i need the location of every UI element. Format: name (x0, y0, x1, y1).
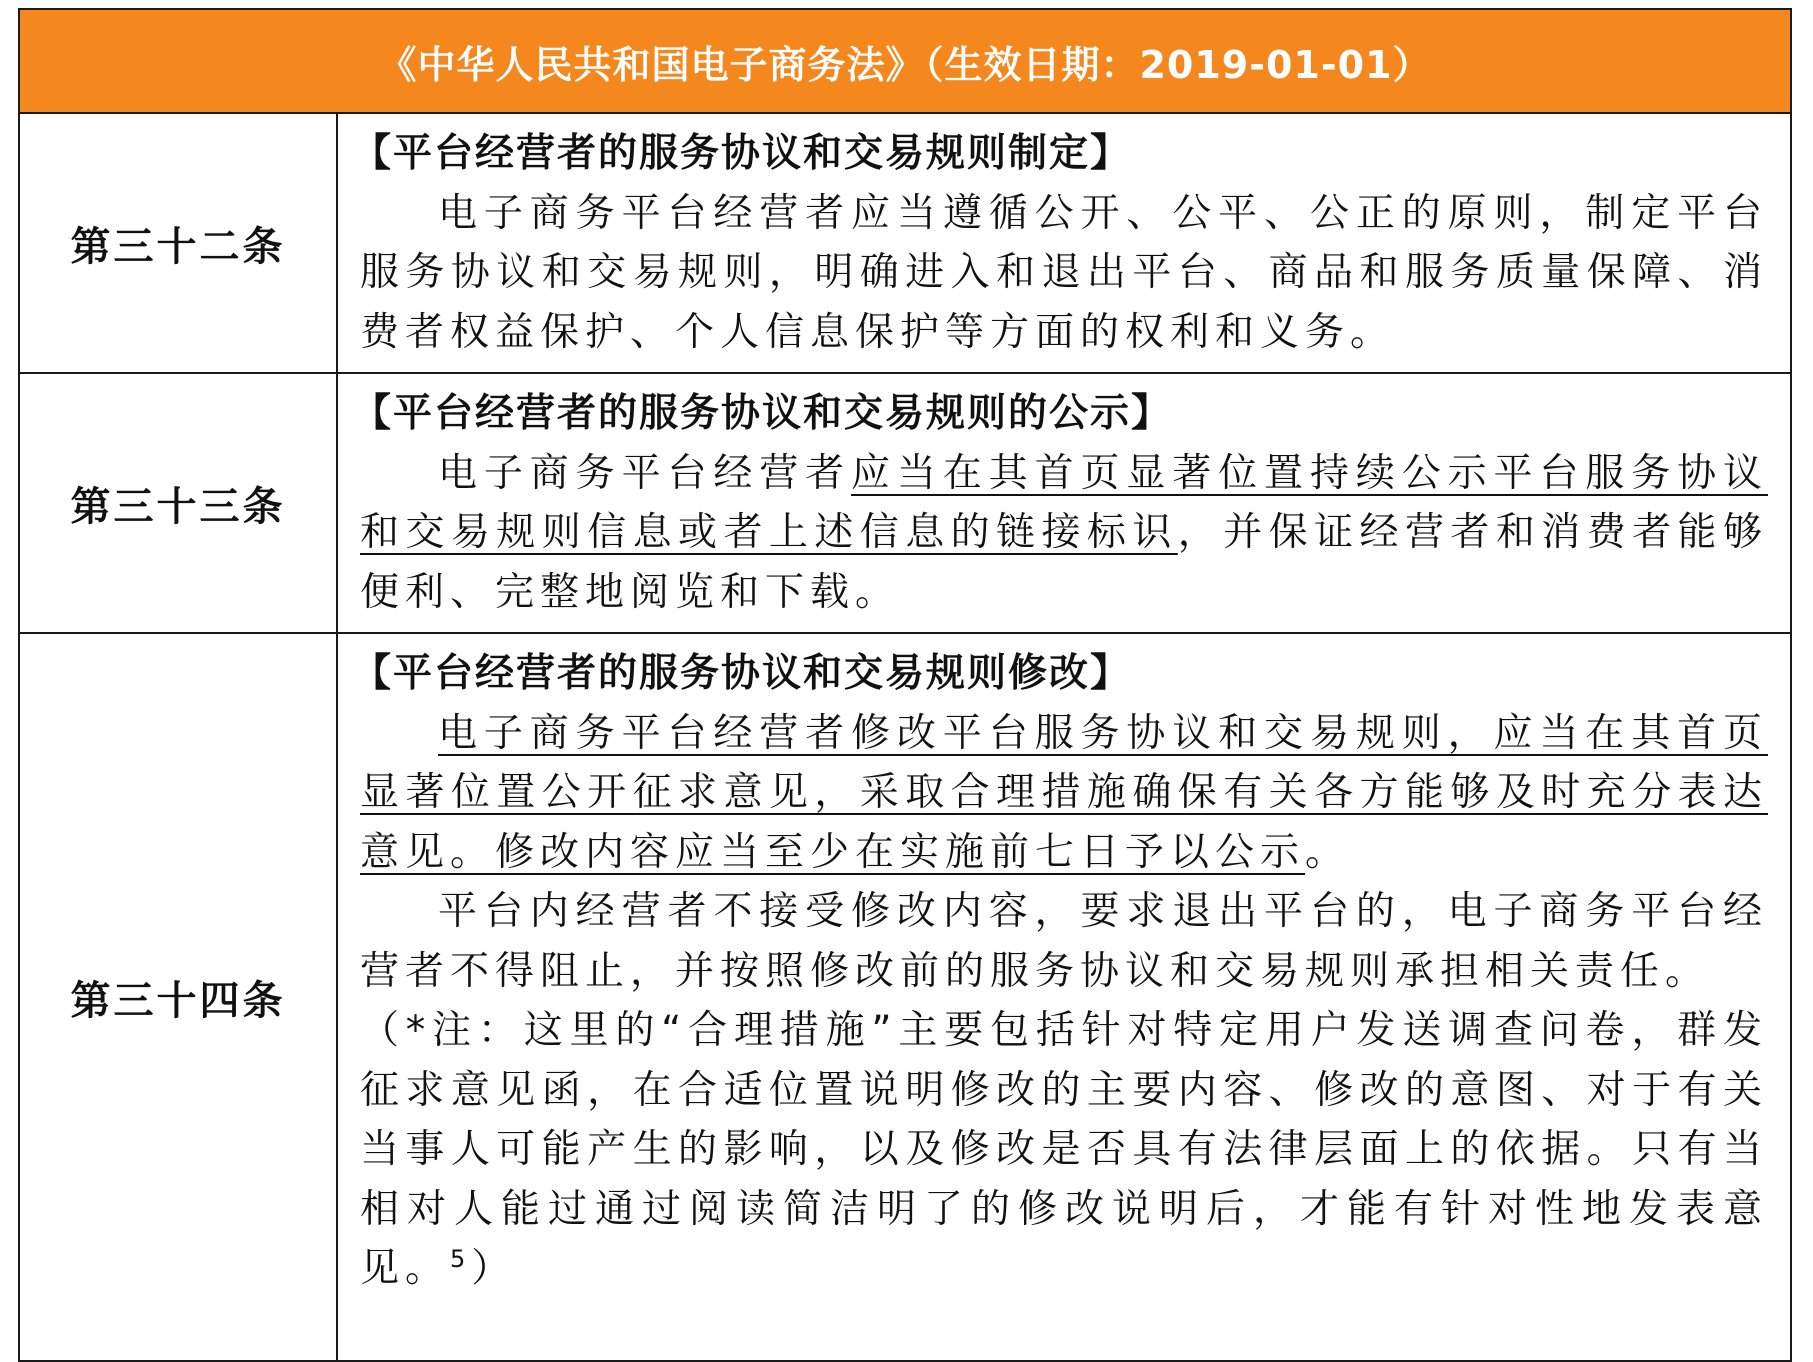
article-paragraph: 电子商务平台经营者应当遵循公开、公平、公正的原则，制定平台服务协议和交易规则，明确进入和退出平台、商品和服务质量保障、消费者权益保护、个人信息保护等方面的权利和义务。 (360, 190, 1768, 355)
article-heading: 【平台经营者的服务协议和交易规则的公示】 (352, 391, 1173, 436)
article-paragraph: 平台内经营者不接受修改内容，要求退出平台的，电子商务平台经营者不得阻止，并按照修改前的服务协议和交易规则承担相关责任。 (360, 889, 1768, 994)
note-text: （*注：这里的“合理措施”主要包括针对特定用户发送调查问卷，群发征求意见函，在合适位置说明修改的主要内容、修改的意图、对于有关当事人可能产生的影响，以及修改是否具有法律层面上的依据。只有当相对人能过通过阅读简洁明了的修改说明后，才能有针对性地发表意见。 (360, 1008, 1768, 1291)
article-paragraph (360, 444, 1768, 623)
underlined-text: 应当在其首页显著位置持续公示平台服务协议和交易规则信息或者上述信息的链接标识 (360, 450, 1768, 555)
article-heading: 【平台经营者的服务协议和交易规则制定】 (352, 131, 1132, 176)
underlined-text: 电子商务平台经营者修改平台服务协议和交易规则，应当在其首页显著位置公开征求意见，采取合理措施确保有关各方能够及时充分表达意见。修改内容应当至少在实施前七日予以公示 (360, 710, 1768, 875)
article-row (19, 373, 1791, 633)
article-row (19, 633, 1791, 1361)
article-row (19, 113, 1791, 373)
law-table (18, 8, 1792, 1362)
article-body (337, 113, 1791, 373)
article-heading: 【平台经营者的服务协议和交易规则修改】 (352, 651, 1132, 696)
paragraph-text: 电子商务平台经营者 (438, 450, 852, 496)
article-label: 第三十二条 (19, 113, 337, 373)
article-label: 第三十三条 (19, 373, 337, 633)
paragraph-text: 。 (1305, 829, 1351, 875)
article-paragraph (360, 704, 1768, 883)
article-body (337, 633, 1791, 1361)
article-body (337, 373, 1791, 633)
article-label: 第三十四条 (19, 633, 337, 1361)
table-title: 《中华人民共和国电子商务法》（生效日期：2019-01-01） (19, 9, 1791, 113)
paragraph-text: ，并保证经营者和消费者能够便利、完整地阅览和下载。 (360, 510, 1768, 615)
note-close: ） (471, 1246, 517, 1291)
footnote-marker: 5 (450, 1245, 472, 1273)
article-note (360, 1001, 1768, 1299)
